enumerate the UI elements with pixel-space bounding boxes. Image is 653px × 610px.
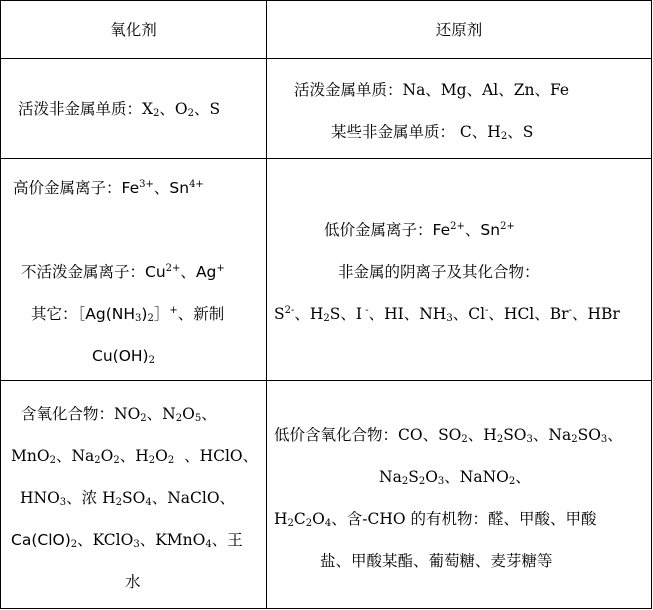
table-cell-line: $Na_2S_2O_3$、NaNO$_2$、 bbox=[379, 468, 531, 487]
header-oxidant: 氧化剂 bbox=[110, 21, 157, 39]
table-cell-line: 活泼金属单质：Na、Mg、Al、Zn、Fe bbox=[294, 81, 570, 99]
table-cell-line: 低价金属离子：$Fe^{2+}$、$Sn^{2+}$ bbox=[324, 221, 515, 239]
table-cell-line: 盐、甲酸某酯、葡萄糖、麦芽糖等 bbox=[320, 552, 553, 570]
table-cell-line: 非金属的阴离子及其化合物： bbox=[338, 263, 540, 281]
table-cell-line: $S^{2-}$、$H_2S$、I -、HI、$NH_3$、Cl-、HCl、Br-、HBr bbox=[274, 305, 620, 324]
table-cell-line: 水 bbox=[125, 573, 141, 591]
table-cell-line: 低价含氧化合物：CO、$SO_2$、$H_2SO_3$、$Na_2SO_3$、 bbox=[274, 426, 623, 445]
row-divider bbox=[1, 380, 651, 381]
table-cell-line: $HNO_3$、浓 $H_2SO_4$、NaClO、 bbox=[20, 489, 236, 508]
table-cell-line: 高价金属离子：$Fe^{3+}$、$Sn^{4+}$ bbox=[13, 179, 204, 197]
table-cell-line: 含氧化合物：$NO_2$、$N_2O_5$、 bbox=[21, 405, 217, 424]
table-cell-line: $Cu(OH)_2$ bbox=[92, 347, 155, 366]
table-cell-line: MnO$_2$、$Na_2O_2$、$H_2O_2$ 、HClO、 bbox=[11, 447, 259, 466]
table-cell-line: 活泼非金属单质：$X_2$、$O_2$、S bbox=[18, 100, 221, 119]
column-divider bbox=[266, 1, 267, 608]
table-cell-line: $Ca(ClO)_2$、KClO$_3$、KMnO$_4$、王 bbox=[11, 531, 243, 550]
table-cell-line: 某些非金属单质： C、$H_2$、S bbox=[331, 123, 534, 142]
header-reductant: 还原剂 bbox=[435, 21, 483, 39]
table-cell-line: 不活泼金属离子：$Cu^{2+}$、Ag+ bbox=[21, 263, 225, 281]
row-divider bbox=[1, 158, 651, 159]
table-cell-line: 其它：$[Ag(NH_3)_2]^+$、新制 bbox=[31, 305, 225, 324]
row-divider bbox=[1, 58, 651, 59]
table-cell-line: $H_2C_2O_4$、含-CHO 的有机物：醛、甲酸、甲酸 bbox=[274, 510, 597, 529]
